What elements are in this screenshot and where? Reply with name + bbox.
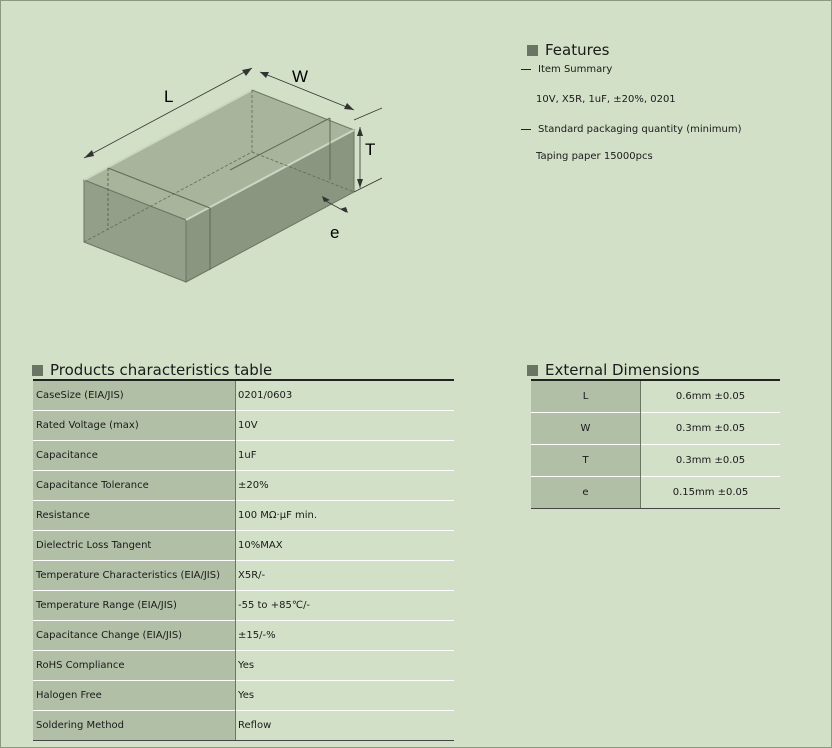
table-row: Capacitance Change (EIA/JIS) ±15/-% (33, 621, 454, 651)
capacitor-diagram (60, 50, 400, 310)
square-bullet-icon (527, 45, 538, 56)
table-row: Temperature Range (EIA/JIS) -55 to +85℃/- (33, 591, 454, 621)
square-bullet-icon (32, 365, 43, 376)
feature-item-summary: Item Summary (521, 64, 612, 75)
table-row: W 0.3mm ±0.05 (531, 413, 780, 445)
square-bullet-icon (527, 365, 538, 376)
features-title: Features (527, 41, 610, 59)
label-T: T (365, 140, 376, 159)
label-W: W (292, 67, 309, 86)
table-row: Capacitance Tolerance ±20% (33, 471, 454, 501)
table-row: Rated Voltage (max) 10V (33, 411, 454, 441)
table-row: RoHS Compliance Yes (33, 651, 454, 681)
table-row: Capacitance 1uF (33, 441, 454, 471)
table-row: Soldering Method Reflow (33, 711, 454, 741)
table-row: L 0.6mm ±0.05 (531, 380, 780, 413)
feature-packaging: Standard packaging quantity (minimum) (521, 124, 742, 135)
table-row: Resistance 100 MΩ·μF min. (33, 501, 454, 531)
table-row: Halogen Free Yes (33, 681, 454, 711)
table-row: Temperature Characteristics (EIA/JIS) X5R/- (33, 561, 454, 591)
table-row: CaseSize (EIA/JIS) 0201/0603 (33, 380, 454, 411)
table-row: e 0.15mm ±0.05 (531, 477, 780, 509)
dash-icon (521, 129, 531, 130)
dash-icon (521, 69, 531, 70)
products-table (33, 379, 454, 741)
feature-item-summary-value: 10V, X5R, 1uF, ±20%, 0201 (536, 94, 676, 105)
table-row: Dielectric Loss Tangent 10%MAX (33, 531, 454, 561)
products-title: Products characteristics table (32, 361, 272, 379)
label-e: e (330, 223, 340, 242)
dimensions-title: External Dimensions (527, 361, 700, 379)
label-L: L (164, 87, 174, 106)
feature-packaging-value: Taping paper 15000pcs (536, 151, 653, 162)
dimensions-table (531, 379, 780, 509)
table-row: T 0.3mm ±0.05 (531, 445, 780, 477)
